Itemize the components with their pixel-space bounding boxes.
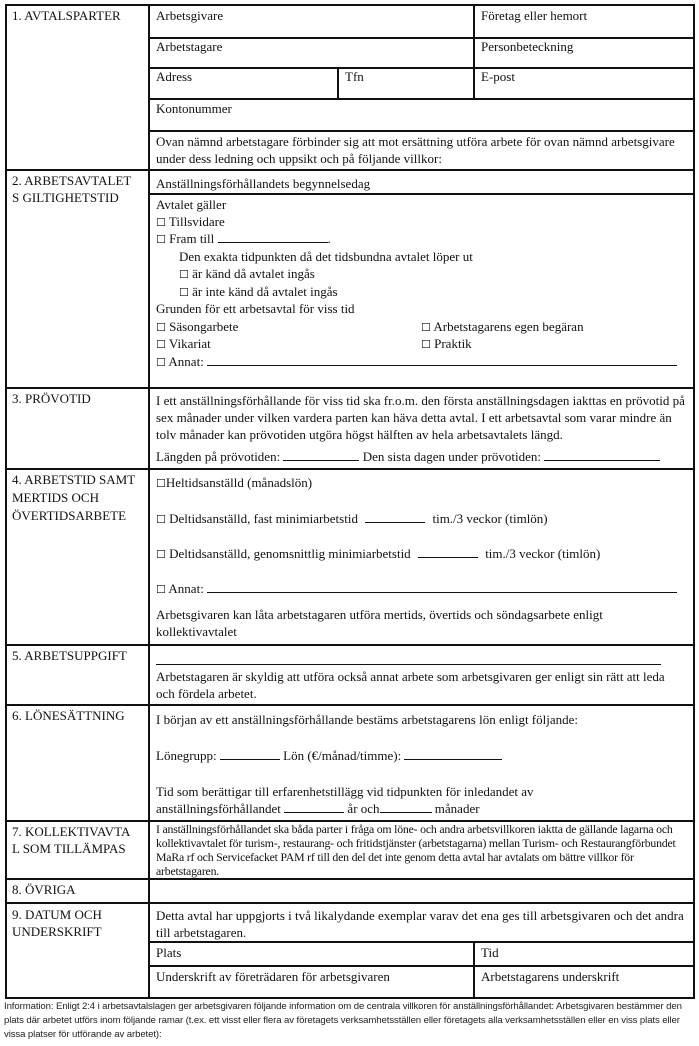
overtime-text: Arbetsgivaren kan låta arbetstagaren utföra mertids, övertids och söndagsarbete enligt kollektivavtalet — [156, 607, 603, 639]
option-known[interactable] — [179, 265, 315, 283]
option-label: Vikariat — [168, 336, 211, 351]
experience-months-blank[interactable] — [380, 800, 432, 813]
account-number-field[interactable]: Kontonummer — [156, 101, 232, 116]
section-label-line2: MERTIDS OCH — [12, 490, 99, 505]
probation-text: I ett anställningsförhållande för viss tid ska fr.o.m. den första anställningsdagen iakttas en prövotid på sex månader under vilken vardera parten kan häva detta avtal. I ett arbetsavtal som varar mindre än tolv månader kan prövotiden utgöra högst hälften av hela arbetsavtalets längd. — [156, 393, 685, 442]
checkbox-icon[interactable]: ☐ — [156, 513, 166, 526]
checkbox-icon[interactable]: ☐ — [156, 216, 166, 229]
personal-id-field[interactable]: Personbeteckning — [481, 39, 574, 54]
option-label: Heltidsanställd (månadslön) — [165, 475, 313, 490]
pay-group-blank[interactable] — [220, 747, 280, 760]
salary-row — [156, 747, 502, 764]
section-label-line2: S GILTIGHETSTID — [12, 190, 119, 205]
row-divider — [148, 67, 695, 69]
option-label: Deltidsanställd, genomsnittlig minimiarbetstid — [169, 546, 411, 561]
employee-field[interactable]: Arbetstagare — [156, 39, 223, 54]
option-label: Annat: — [168, 581, 204, 596]
section-label-line1: 7. KOLLEKTIVAVTA — [12, 824, 131, 839]
years-label: år och — [347, 801, 380, 816]
hours-unit: tim./3 veckor (timlön) — [432, 511, 548, 526]
table-border-right — [693, 4, 695, 999]
option-fixed-until[interactable]: ☐ Fram till . — [156, 231, 331, 246]
option-label: Tillsvidare — [168, 214, 225, 229]
section-label: 5. ARBETSUPPGIFT — [12, 648, 127, 663]
section-label: 8. ÖVRIGA — [12, 882, 76, 897]
time-field[interactable]: Tid — [481, 945, 499, 960]
experience-line1: Tid som berättigar till erfarenhetstillägg vid tidpunkten för inledandet av — [156, 784, 534, 799]
duties-text: Arbetstagaren är skyldig att utföra också annat arbete som arbetsgivaren ger enligt sin rätt att leda och fördela arbetet. — [156, 669, 665, 701]
checkbox-icon[interactable]: ☐ — [179, 268, 189, 281]
employer-signature-field[interactable]: Underskrift av företrädaren för arbetsgivaren — [156, 969, 390, 984]
option-seasonal[interactable] — [156, 318, 238, 336]
section-label: 1. AVTALSPARTER — [12, 8, 121, 23]
salary-label: Lön (€/månad/timme): — [283, 748, 402, 763]
option-label: Deltidsanställd, fast minimiarbetstid — [169, 511, 358, 526]
section-label: 3. PRÖVOTID — [12, 391, 91, 406]
section-divider — [5, 468, 695, 470]
label-column-divider — [148, 4, 150, 999]
collective-agreement-text: I anställningsförhållandet ska båda parter i fråga om löne- och andra arbetsvillkoren iakttа de gällande lagarna och kollektivavtalet för turism-, restaurang- och fritidstjänster (arbetstagarna) mellan Turism- och Restaurangförbundet MaRa rf och Servicefacket PAM rf till den del det inte genom detta avtal har avtalats om bättre villkor för arbetstagaren. — [156, 822, 676, 878]
salary-intro: I början av ett anställningsförhållande bestäms arbetstagarens lön enligt följande: — [156, 712, 579, 727]
col-divider — [473, 4, 475, 100]
other-reason-blank[interactable] — [207, 353, 677, 366]
checkbox-icon[interactable]: ☐ — [421, 321, 431, 334]
section-divider — [5, 902, 695, 904]
checkbox-icon[interactable]: ☐ — [156, 338, 166, 351]
row-divider — [148, 37, 695, 39]
employer-field[interactable]: Arbetsgivare — [156, 8, 224, 23]
option-other[interactable] — [156, 580, 677, 598]
row-divider — [148, 193, 695, 195]
option-label: Praktik — [434, 336, 472, 351]
checkbox-icon[interactable]: ☐ — [156, 321, 166, 334]
option-label: Arbetstagarens egen begäran — [433, 319, 584, 334]
salary-blank[interactable] — [404, 747, 502, 760]
option-label: Fram till — [169, 231, 215, 246]
col-divider — [473, 941, 475, 999]
checkbox-icon[interactable]: ☐ — [156, 548, 166, 561]
table-border-bottom — [5, 997, 695, 999]
option-not-known[interactable] — [179, 283, 338, 301]
section-label-line1: 4. ARBETSTID SAMT — [12, 472, 136, 487]
option-label: är inte känd då avtalet ingås — [192, 284, 338, 299]
option-parttime-average[interactable] — [156, 545, 600, 563]
table-border-left — [5, 4, 7, 999]
section-divider — [5, 704, 695, 706]
row-divider — [148, 130, 695, 132]
experience-years-blank[interactable] — [284, 800, 344, 813]
until-date-blank[interactable] — [218, 230, 328, 243]
option-parttime-fixed[interactable] — [156, 510, 548, 528]
other-field[interactable] — [150, 880, 693, 902]
information-footer: Information: Enligt 2:4 i arbetsavtalslagen ger arbetsgivaren följande information om de centrala villkoren för anställningsförhållandet: Arbetsgivaren bestämmer den plats där arbetet utförs inom följande ramar (t.ex. ett visst eller flera av företagets verksamhetsställen eller företagets alla verksamhetsställen eller en viss plats eller vissa platser för utförande av arbetet): — [4, 1001, 682, 1040]
probation-length-label: Längden på prövotiden: — [156, 449, 281, 464]
probation-length-row — [156, 448, 660, 465]
hours-unit: tim./3 veckor (timlön) — [485, 546, 601, 561]
probation-length-blank[interactable] — [283, 448, 359, 461]
copies-text: Detta avtal har uppgjorts i två likalydande exemplar varav det ena ges till arbetsgivaren och det andra till arbetstagaren. — [156, 908, 684, 940]
email-field[interactable]: E-post — [481, 69, 515, 84]
months-label: månader — [434, 801, 480, 816]
start-date-field[interactable]: Anställningsförhållandets begynnelsedag — [156, 176, 371, 191]
section-label-line1: 9. DATUM OCH — [12, 907, 102, 922]
pay-group-label: Lönegrupp: — [156, 748, 217, 763]
section-divider — [5, 169, 695, 171]
experience-row — [156, 800, 480, 817]
exact-time-heading: Den exakta tidpunkten då det tidsbundna avtalet löper ut — [179, 249, 473, 264]
checkbox-icon[interactable]: ☐ — [156, 477, 166, 490]
checkbox-icon[interactable]: ☐ — [179, 286, 189, 299]
option-internship[interactable] — [421, 335, 472, 353]
section-label-line3: ÖVERTIDSARBETE — [12, 508, 127, 523]
option-indefinite[interactable] — [156, 213, 225, 231]
experience-label: anställningsförhållandet — [156, 801, 281, 816]
section-label-line2: UNDERSKRIFT — [12, 924, 102, 939]
row-divider — [148, 941, 695, 943]
section-divider — [5, 387, 695, 389]
employee-signature-field[interactable]: Arbetstagarens underskrift — [481, 969, 620, 984]
company-domicile-field[interactable]: Företag eller hemort — [481, 8, 588, 23]
row-divider — [148, 965, 695, 967]
table-border-top — [5, 4, 695, 6]
option-label: är känd då avtalet ingås — [192, 266, 315, 281]
checkbox-icon[interactable]: ☐ — [421, 338, 431, 351]
grounds-heading: Grunden för ett arbetsavtal för viss tid — [156, 301, 355, 316]
option-other[interactable] — [156, 353, 677, 371]
option-label: Säsongarbete — [169, 319, 239, 334]
fixed-hours-blank[interactable] — [365, 510, 425, 523]
section-label-line2: L SOM TILLÄMPAS — [12, 841, 126, 856]
duties-blank[interactable] — [156, 664, 661, 665]
col-divider — [337, 67, 339, 100]
validity-heading: Avtalet gäller — [156, 197, 227, 212]
option-label: Annat: — [168, 354, 204, 369]
checkbox-icon[interactable]: ☐ — [156, 233, 166, 246]
probation-last-day-label: Den sista dagen under prövotiden: — [362, 449, 542, 464]
phone-field[interactable]: Tfn — [345, 69, 364, 84]
section-divider — [5, 644, 695, 646]
section-label-line1: 2. ARBETSAVTALET — [12, 173, 132, 188]
option-substitute[interactable] — [156, 335, 211, 353]
checkbox-icon[interactable]: ☐ — [156, 583, 166, 596]
address-field[interactable]: Adress — [156, 69, 193, 84]
option-own-request[interactable] — [421, 318, 584, 336]
checkbox-icon[interactable]: ☐ — [156, 356, 166, 369]
place-field[interactable]: Plats — [156, 945, 182, 960]
section-label: 6. LÖNESÄTTNING — [12, 708, 125, 723]
average-hours-blank[interactable] — [418, 545, 478, 558]
commitment-statement: Ovan nämnd arbetstagare förbinder sig att mot ersättning utföra arbete för ovan nämnd arbetsgivare under dess ledning och uppsikt och på följande villkor: — [156, 134, 675, 166]
other-working-time-blank[interactable] — [207, 580, 677, 593]
probation-last-day-blank[interactable] — [544, 448, 660, 461]
option-fulltime[interactable] — [156, 474, 312, 492]
